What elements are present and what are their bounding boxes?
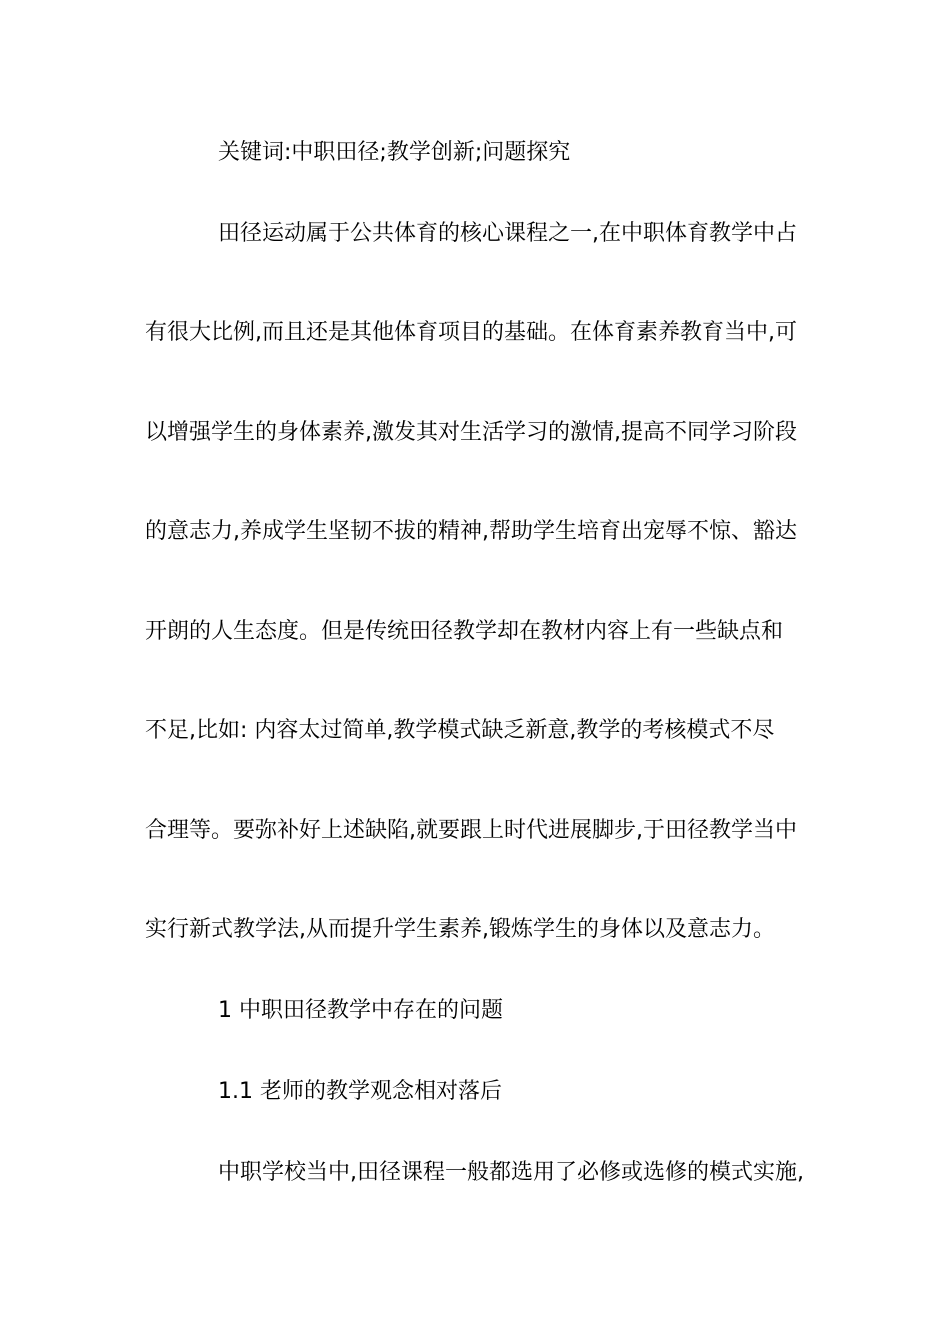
keywords-line: 关键词:中职田径;教学创新;问题探究 [218, 140, 571, 165]
paragraph-line: 有很大比例,而且还是其他体育项目的基础。在体育素养教育当中,可 [145, 320, 797, 345]
paragraph-line: 田径运动属于公共体育的核心课程之一,在中职体育教学中占 [218, 221, 797, 246]
paragraph-line: 中职学校当中,田径课程一般都选用了必修或选修的模式实施, [218, 1160, 804, 1185]
section-heading: 1 中职田径教学中存在的问题 [218, 998, 503, 1023]
paragraph-line: 实行新式教学法,从而提升学生素养,锻炼学生的身体以及意志力。 [145, 917, 775, 942]
paragraph-line: 合理等。要弥补好上述缺陷,就要跟上时代进展脚步,于田径教学当中 [145, 818, 797, 843]
paragraph-line: 不足,比如: 内容太过简单,教学模式缺乏新意,教学的考核模式不尽 [145, 718, 775, 743]
paragraph-line: 以增强学生的身体素养,激发其对生活学习的激情,提高不同学习阶段 [145, 420, 797, 445]
subsection-heading: 1.1 老师的教学观念相对落后 [218, 1079, 502, 1104]
paragraph-line: 的意志力,养成学生坚韧不拔的精神,帮助学生培育出宠辱不惊、豁达 [145, 519, 797, 544]
paragraph-line: 开朗的人生态度。但是传统田径教学却在教材内容上有一些缺点和 [145, 619, 784, 644]
